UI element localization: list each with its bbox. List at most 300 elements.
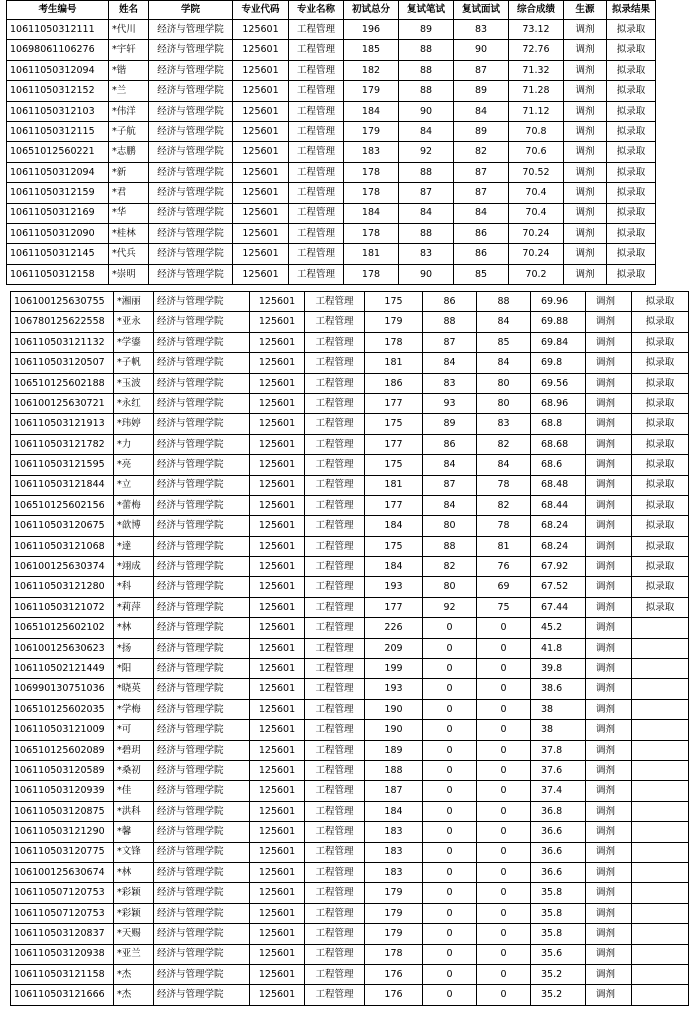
table-row <box>11 985 689 1005</box>
cell-result <box>632 903 689 923</box>
cell-name: *馨 <box>114 822 154 842</box>
cell-source: 调剂 <box>586 414 632 434</box>
cell-written-score: 84 <box>399 121 454 141</box>
cell-candidate-id: 10611050312103 <box>7 101 109 121</box>
table-row <box>11 495 689 515</box>
cell-written-score: 0 <box>423 801 477 821</box>
cell-source: 调剂 <box>586 679 632 699</box>
table-row <box>11 924 689 944</box>
cell-written-score: 80 <box>423 516 477 536</box>
cell-college: 经济与管理学院 <box>149 162 233 182</box>
cell-name: *林 <box>114 862 154 882</box>
cell-source: 调剂 <box>586 557 632 577</box>
cell-interview-score: 86 <box>454 244 509 264</box>
cell-candidate-id: 106100125630374 <box>11 557 114 577</box>
cell-name: *亮 <box>114 455 154 475</box>
cell-initial-score: 188 <box>365 760 423 780</box>
cell-candidate-id: 10611050312115 <box>7 121 109 141</box>
cell-composite-score: 36.6 <box>531 822 586 842</box>
table-row <box>7 20 656 40</box>
cell-major-code: 125601 <box>233 244 289 264</box>
cell-college: 经济与管理学院 <box>154 414 250 434</box>
cell-major-code: 125601 <box>250 760 305 780</box>
cell-candidate-id: 106110503121595 <box>11 455 114 475</box>
cell-composite-score: 38 <box>531 720 586 740</box>
cell-written-score: 83 <box>399 244 454 264</box>
cell-interview-score: 0 <box>477 679 531 699</box>
cell-major-name: 工程管理 <box>305 414 365 434</box>
cell-result <box>632 842 689 862</box>
cell-name: *天赐 <box>114 924 154 944</box>
cell-composite-score: 70.24 <box>509 223 564 243</box>
cell-name: *君 <box>109 183 149 203</box>
cell-candidate-id: 106100125630623 <box>11 638 114 658</box>
cell-source: 调剂 <box>586 373 632 393</box>
cell-major-code: 125601 <box>250 332 305 352</box>
cell-name: *蕾梅 <box>114 495 154 515</box>
cell-major-name: 工程管理 <box>305 964 365 984</box>
cell-composite-score: 68.44 <box>531 495 586 515</box>
cell-college: 经济与管理学院 <box>154 964 250 984</box>
cell-major-name: 工程管理 <box>305 495 365 515</box>
cell-written-score: 0 <box>423 944 477 964</box>
table-row <box>11 842 689 862</box>
cell-initial-score: 184 <box>365 801 423 821</box>
cell-college: 经济与管理学院 <box>154 638 250 658</box>
cell-source: 调剂 <box>564 142 607 162</box>
table-row <box>7 81 656 101</box>
cell-candidate-id: 106100125630721 <box>11 393 114 413</box>
cell-major-code: 125601 <box>250 475 305 495</box>
cell-major-code: 125601 <box>233 101 289 121</box>
cell-major-code: 125601 <box>250 842 305 862</box>
table-row <box>11 373 689 393</box>
cell-name: *扬 <box>114 638 154 658</box>
cell-written-score: 87 <box>423 332 477 352</box>
cell-source: 调剂 <box>586 597 632 617</box>
cell-interview-score: 0 <box>477 720 531 740</box>
cell-interview-score: 0 <box>477 740 531 760</box>
table-row <box>11 801 689 821</box>
cell-result: 拟录取 <box>607 244 656 264</box>
cell-major-code: 125601 <box>233 162 289 182</box>
cell-candidate-id: 10698061106276 <box>7 40 109 60</box>
cell-major-name: 工程管理 <box>305 292 365 312</box>
cell-major-code: 125601 <box>233 183 289 203</box>
cell-composite-score: 70.6 <box>509 142 564 162</box>
table-row <box>11 516 689 536</box>
cell-result <box>632 659 689 679</box>
cell-source: 调剂 <box>586 862 632 882</box>
cell-interview-score: 85 <box>477 332 531 352</box>
cell-interview-score: 0 <box>477 924 531 944</box>
cell-candidate-id: 106100125630755 <box>11 292 114 312</box>
cell-interview-score: 78 <box>477 475 531 495</box>
cell-name: *歆博 <box>114 516 154 536</box>
header-initial-score: 初试总分 <box>344 1 399 20</box>
cell-result: 拟录取 <box>607 162 656 182</box>
cell-candidate-id: 106110503120939 <box>11 781 114 801</box>
table-row <box>11 679 689 699</box>
table-row <box>11 944 689 964</box>
cell-initial-score: 179 <box>365 924 423 944</box>
cell-initial-score: 187 <box>365 781 423 801</box>
cell-candidate-id: 10611050312159 <box>7 183 109 203</box>
cell-major-code: 125601 <box>233 20 289 40</box>
cell-written-score: 82 <box>423 557 477 577</box>
cell-source: 调剂 <box>586 577 632 597</box>
cell-initial-score: 193 <box>365 679 423 699</box>
cell-major-name: 工程管理 <box>305 720 365 740</box>
cell-college: 经济与管理学院 <box>154 516 250 536</box>
cell-name: *桂林 <box>109 223 149 243</box>
cell-composite-score: 68.24 <box>531 516 586 536</box>
cell-composite-score: 69.88 <box>531 312 586 332</box>
cell-major-name: 工程管理 <box>305 557 365 577</box>
cell-major-name: 工程管理 <box>289 183 344 203</box>
cell-major-name: 工程管理 <box>289 244 344 264</box>
cell-result: 拟录取 <box>607 20 656 40</box>
cell-major-code: 125601 <box>250 393 305 413</box>
cell-source: 调剂 <box>586 740 632 760</box>
cell-major-name: 工程管理 <box>305 393 365 413</box>
cell-interview-score: 0 <box>477 699 531 719</box>
cell-initial-score: 182 <box>344 60 399 80</box>
cell-initial-score: 196 <box>344 20 399 40</box>
cell-college: 经济与管理学院 <box>154 679 250 699</box>
cell-written-score: 0 <box>423 822 477 842</box>
cell-initial-score: 199 <box>365 659 423 679</box>
cell-written-score: 0 <box>423 903 477 923</box>
cell-candidate-id: 106110507120753 <box>11 883 114 903</box>
table-row <box>7 60 656 80</box>
cell-major-name: 工程管理 <box>305 312 365 332</box>
cell-source: 调剂 <box>564 244 607 264</box>
cell-initial-score: 179 <box>344 81 399 101</box>
cell-composite-score: 71.12 <box>509 101 564 121</box>
table-row <box>11 740 689 760</box>
cell-candidate-id: 106990130751036 <box>11 679 114 699</box>
cell-candidate-id: 106110503121072 <box>11 597 114 617</box>
cell-initial-score: 175 <box>365 536 423 556</box>
header-major-name: 专业名称 <box>289 1 344 20</box>
cell-composite-score: 68.96 <box>531 393 586 413</box>
table-row <box>11 720 689 740</box>
cell-initial-score: 175 <box>365 292 423 312</box>
cell-college: 经济与管理学院 <box>154 862 250 882</box>
cell-candidate-id: 106110503120507 <box>11 353 114 373</box>
cell-written-score: 0 <box>423 924 477 944</box>
cell-written-score: 84 <box>423 353 477 373</box>
table-row <box>11 332 689 352</box>
cell-initial-score: 189 <box>365 740 423 760</box>
cell-major-code: 125601 <box>250 577 305 597</box>
cell-college: 经济与管理学院 <box>154 760 250 780</box>
cell-result: 拟录取 <box>607 264 656 284</box>
cell-name: *学梅 <box>114 699 154 719</box>
cell-written-score: 0 <box>423 760 477 780</box>
cell-interview-score: 0 <box>477 883 531 903</box>
cell-candidate-id: 106110503121290 <box>11 822 114 842</box>
cell-initial-score: 178 <box>365 944 423 964</box>
cell-interview-score: 0 <box>477 985 531 1005</box>
cell-result: 拟录取 <box>607 101 656 121</box>
cell-name: *湘丽 <box>114 292 154 312</box>
cell-source: 调剂 <box>586 495 632 515</box>
cell-result: 拟录取 <box>632 373 689 393</box>
cell-major-code: 125601 <box>250 883 305 903</box>
cell-major-name: 工程管理 <box>305 638 365 658</box>
cell-result <box>632 699 689 719</box>
cell-major-code: 125601 <box>250 536 305 556</box>
cell-interview-score: 87 <box>454 162 509 182</box>
table-row <box>7 101 656 121</box>
cell-composite-score: 73.12 <box>509 20 564 40</box>
cell-composite-score: 37.6 <box>531 760 586 780</box>
cell-major-name: 工程管理 <box>289 101 344 121</box>
cell-candidate-id: 106510125602089 <box>11 740 114 760</box>
cell-composite-score: 38.6 <box>531 679 586 699</box>
cell-initial-score: 178 <box>344 162 399 182</box>
cell-major-name: 工程管理 <box>305 536 365 556</box>
cell-candidate-id: 10611050312111 <box>7 20 109 40</box>
cell-result <box>632 679 689 699</box>
cell-interview-score: 80 <box>477 373 531 393</box>
cell-written-score: 83 <box>423 373 477 393</box>
cell-major-name: 工程管理 <box>305 924 365 944</box>
cell-major-code: 125601 <box>250 292 305 312</box>
cell-interview-score: 82 <box>477 434 531 454</box>
cell-college: 经济与管理学院 <box>149 81 233 101</box>
cell-college: 经济与管理学院 <box>154 781 250 801</box>
cell-candidate-id: 106110503121280 <box>11 577 114 597</box>
cell-college: 经济与管理学院 <box>154 822 250 842</box>
cell-written-score: 0 <box>423 638 477 658</box>
cell-college: 经济与管理学院 <box>154 699 250 719</box>
cell-major-code: 125601 <box>250 944 305 964</box>
cell-college: 经济与管理学院 <box>154 801 250 821</box>
cell-result <box>632 985 689 1005</box>
cell-initial-score: 184 <box>365 557 423 577</box>
cell-initial-score: 183 <box>344 142 399 162</box>
cell-result: 拟录取 <box>632 332 689 352</box>
cell-composite-score: 36.6 <box>531 862 586 882</box>
cell-candidate-id: 106110503120589 <box>11 760 114 780</box>
cell-source: 调剂 <box>586 903 632 923</box>
table-row <box>11 903 689 923</box>
cell-composite-score: 35.2 <box>531 964 586 984</box>
cell-candidate-id: 106110503121782 <box>11 434 114 454</box>
table-row <box>11 781 689 801</box>
cell-initial-score: 181 <box>344 244 399 264</box>
cell-college: 经济与管理学院 <box>154 475 250 495</box>
cell-major-code: 125601 <box>250 434 305 454</box>
cell-college: 经济与管理学院 <box>154 618 250 638</box>
cell-result: 拟录取 <box>632 292 689 312</box>
cell-name: *子帆 <box>114 353 154 373</box>
table-row <box>7 142 656 162</box>
cell-written-score: 88 <box>423 312 477 332</box>
cell-college: 经济与管理学院 <box>154 903 250 923</box>
cell-source: 调剂 <box>586 659 632 679</box>
cell-source: 调剂 <box>586 292 632 312</box>
cell-major-name: 工程管理 <box>305 618 365 638</box>
cell-name: *文锋 <box>114 842 154 862</box>
cell-name: *林 <box>114 618 154 638</box>
table-row <box>11 638 689 658</box>
cell-source: 调剂 <box>586 475 632 495</box>
cell-major-code: 125601 <box>250 373 305 393</box>
cell-result: 拟录取 <box>632 557 689 577</box>
cell-written-score: 0 <box>423 883 477 903</box>
cell-written-score: 84 <box>423 495 477 515</box>
cell-result <box>632 760 689 780</box>
cell-source: 调剂 <box>564 20 607 40</box>
cell-major-code: 125601 <box>250 455 305 475</box>
cell-initial-score: 181 <box>365 353 423 373</box>
cell-college: 经济与管理学院 <box>154 353 250 373</box>
cell-major-code: 125601 <box>233 121 289 141</box>
cell-composite-score: 71.28 <box>509 81 564 101</box>
cell-written-score: 88 <box>399 60 454 80</box>
cell-composite-score: 70.8 <box>509 121 564 141</box>
cell-candidate-id: 106100125630674 <box>11 862 114 882</box>
cell-name: *彩颖 <box>114 883 154 903</box>
cell-candidate-id: 10611050312158 <box>7 264 109 284</box>
cell-interview-score: 87 <box>454 183 509 203</box>
cell-initial-score: 185 <box>344 40 399 60</box>
cell-composite-score: 38 <box>531 699 586 719</box>
cell-result <box>632 638 689 658</box>
cell-interview-score: 0 <box>477 781 531 801</box>
cell-major-code: 125601 <box>233 223 289 243</box>
cell-source: 调剂 <box>586 822 632 842</box>
cell-college: 经济与管理学院 <box>149 264 233 284</box>
table-row <box>11 353 689 373</box>
admission-table-top <box>6 0 656 285</box>
cell-initial-score: 178 <box>344 264 399 284</box>
cell-interview-score: 81 <box>477 536 531 556</box>
cell-result: 拟录取 <box>632 414 689 434</box>
cell-name: *宇轩 <box>109 40 149 60</box>
header-interview-score: 复试面试 <box>454 1 509 20</box>
cell-name: *碧玥 <box>114 740 154 760</box>
cell-major-code: 125601 <box>250 597 305 617</box>
cell-source: 调剂 <box>564 183 607 203</box>
cell-interview-score: 0 <box>477 842 531 862</box>
cell-major-code: 125601 <box>250 740 305 760</box>
cell-major-name: 工程管理 <box>289 20 344 40</box>
cell-name: *亚兰 <box>114 944 154 964</box>
cell-major-name: 工程管理 <box>305 781 365 801</box>
cell-result: 拟录取 <box>632 455 689 475</box>
cell-result <box>632 720 689 740</box>
cell-major-code: 125601 <box>250 720 305 740</box>
table-row <box>7 162 656 182</box>
cell-major-name: 工程管理 <box>289 40 344 60</box>
cell-composite-score: 39.8 <box>531 659 586 679</box>
cell-source: 调剂 <box>586 353 632 373</box>
cell-source: 调剂 <box>586 699 632 719</box>
cell-initial-score: 179 <box>365 312 423 332</box>
cell-interview-score: 80 <box>477 393 531 413</box>
cell-interview-score: 0 <box>477 944 531 964</box>
cell-composite-score: 69.56 <box>531 373 586 393</box>
cell-written-score: 0 <box>423 618 477 638</box>
cell-result <box>632 883 689 903</box>
cell-major-name: 工程管理 <box>305 516 365 536</box>
cell-result: 拟录取 <box>632 434 689 454</box>
cell-initial-score: 186 <box>365 373 423 393</box>
cell-name: *华 <box>109 203 149 223</box>
cell-interview-score: 69 <box>477 577 531 597</box>
cell-written-score: 87 <box>399 183 454 203</box>
cell-name: *桑初 <box>114 760 154 780</box>
cell-candidate-id: 106110503121158 <box>11 964 114 984</box>
cell-result: 拟录取 <box>632 536 689 556</box>
cell-source: 调剂 <box>586 536 632 556</box>
cell-written-score: 87 <box>423 475 477 495</box>
cell-written-score: 90 <box>399 264 454 284</box>
table-row <box>11 862 689 882</box>
cell-written-score: 80 <box>423 577 477 597</box>
cell-major-name: 工程管理 <box>305 455 365 475</box>
cell-written-score: 86 <box>423 434 477 454</box>
cell-interview-score: 88 <box>477 292 531 312</box>
cell-major-name: 工程管理 <box>305 740 365 760</box>
cell-name: *新 <box>109 162 149 182</box>
cell-college: 经济与管理学院 <box>154 292 250 312</box>
cell-initial-score: 183 <box>365 862 423 882</box>
cell-interview-score: 84 <box>477 353 531 373</box>
cell-result <box>632 924 689 944</box>
cell-written-score: 0 <box>423 842 477 862</box>
table-row <box>11 760 689 780</box>
cell-major-name: 工程管理 <box>289 203 344 223</box>
cell-written-score: 0 <box>423 659 477 679</box>
cell-initial-score: 177 <box>365 434 423 454</box>
cell-college: 经济与管理学院 <box>154 455 250 475</box>
cell-major-name: 工程管理 <box>305 903 365 923</box>
cell-source: 调剂 <box>586 924 632 944</box>
table-row <box>11 557 689 577</box>
cell-composite-score: 69.96 <box>531 292 586 312</box>
cell-major-code: 125601 <box>250 924 305 944</box>
cell-interview-score: 0 <box>477 822 531 842</box>
cell-initial-score: 176 <box>365 964 423 984</box>
table-row <box>11 883 689 903</box>
cell-major-code: 125601 <box>250 862 305 882</box>
cell-result: 拟录取 <box>607 183 656 203</box>
cell-candidate-id: 10651012560221 <box>7 142 109 162</box>
table-row <box>11 618 689 638</box>
cell-source: 调剂 <box>564 203 607 223</box>
cell-major-name: 工程管理 <box>289 121 344 141</box>
cell-candidate-id: 106110503120837 <box>11 924 114 944</box>
cell-result <box>632 944 689 964</box>
header-written-score: 复试笔试 <box>399 1 454 20</box>
cell-name: *力 <box>114 434 154 454</box>
header-college: 学院 <box>149 1 233 20</box>
cell-name: *立 <box>114 475 154 495</box>
cell-college: 经济与管理学院 <box>154 434 250 454</box>
cell-written-score: 88 <box>399 223 454 243</box>
cell-candidate-id: 106110503121844 <box>11 475 114 495</box>
cell-college: 经济与管理学院 <box>149 183 233 203</box>
cell-major-name: 工程管理 <box>289 162 344 182</box>
cell-result <box>632 822 689 842</box>
cell-interview-score: 0 <box>477 862 531 882</box>
